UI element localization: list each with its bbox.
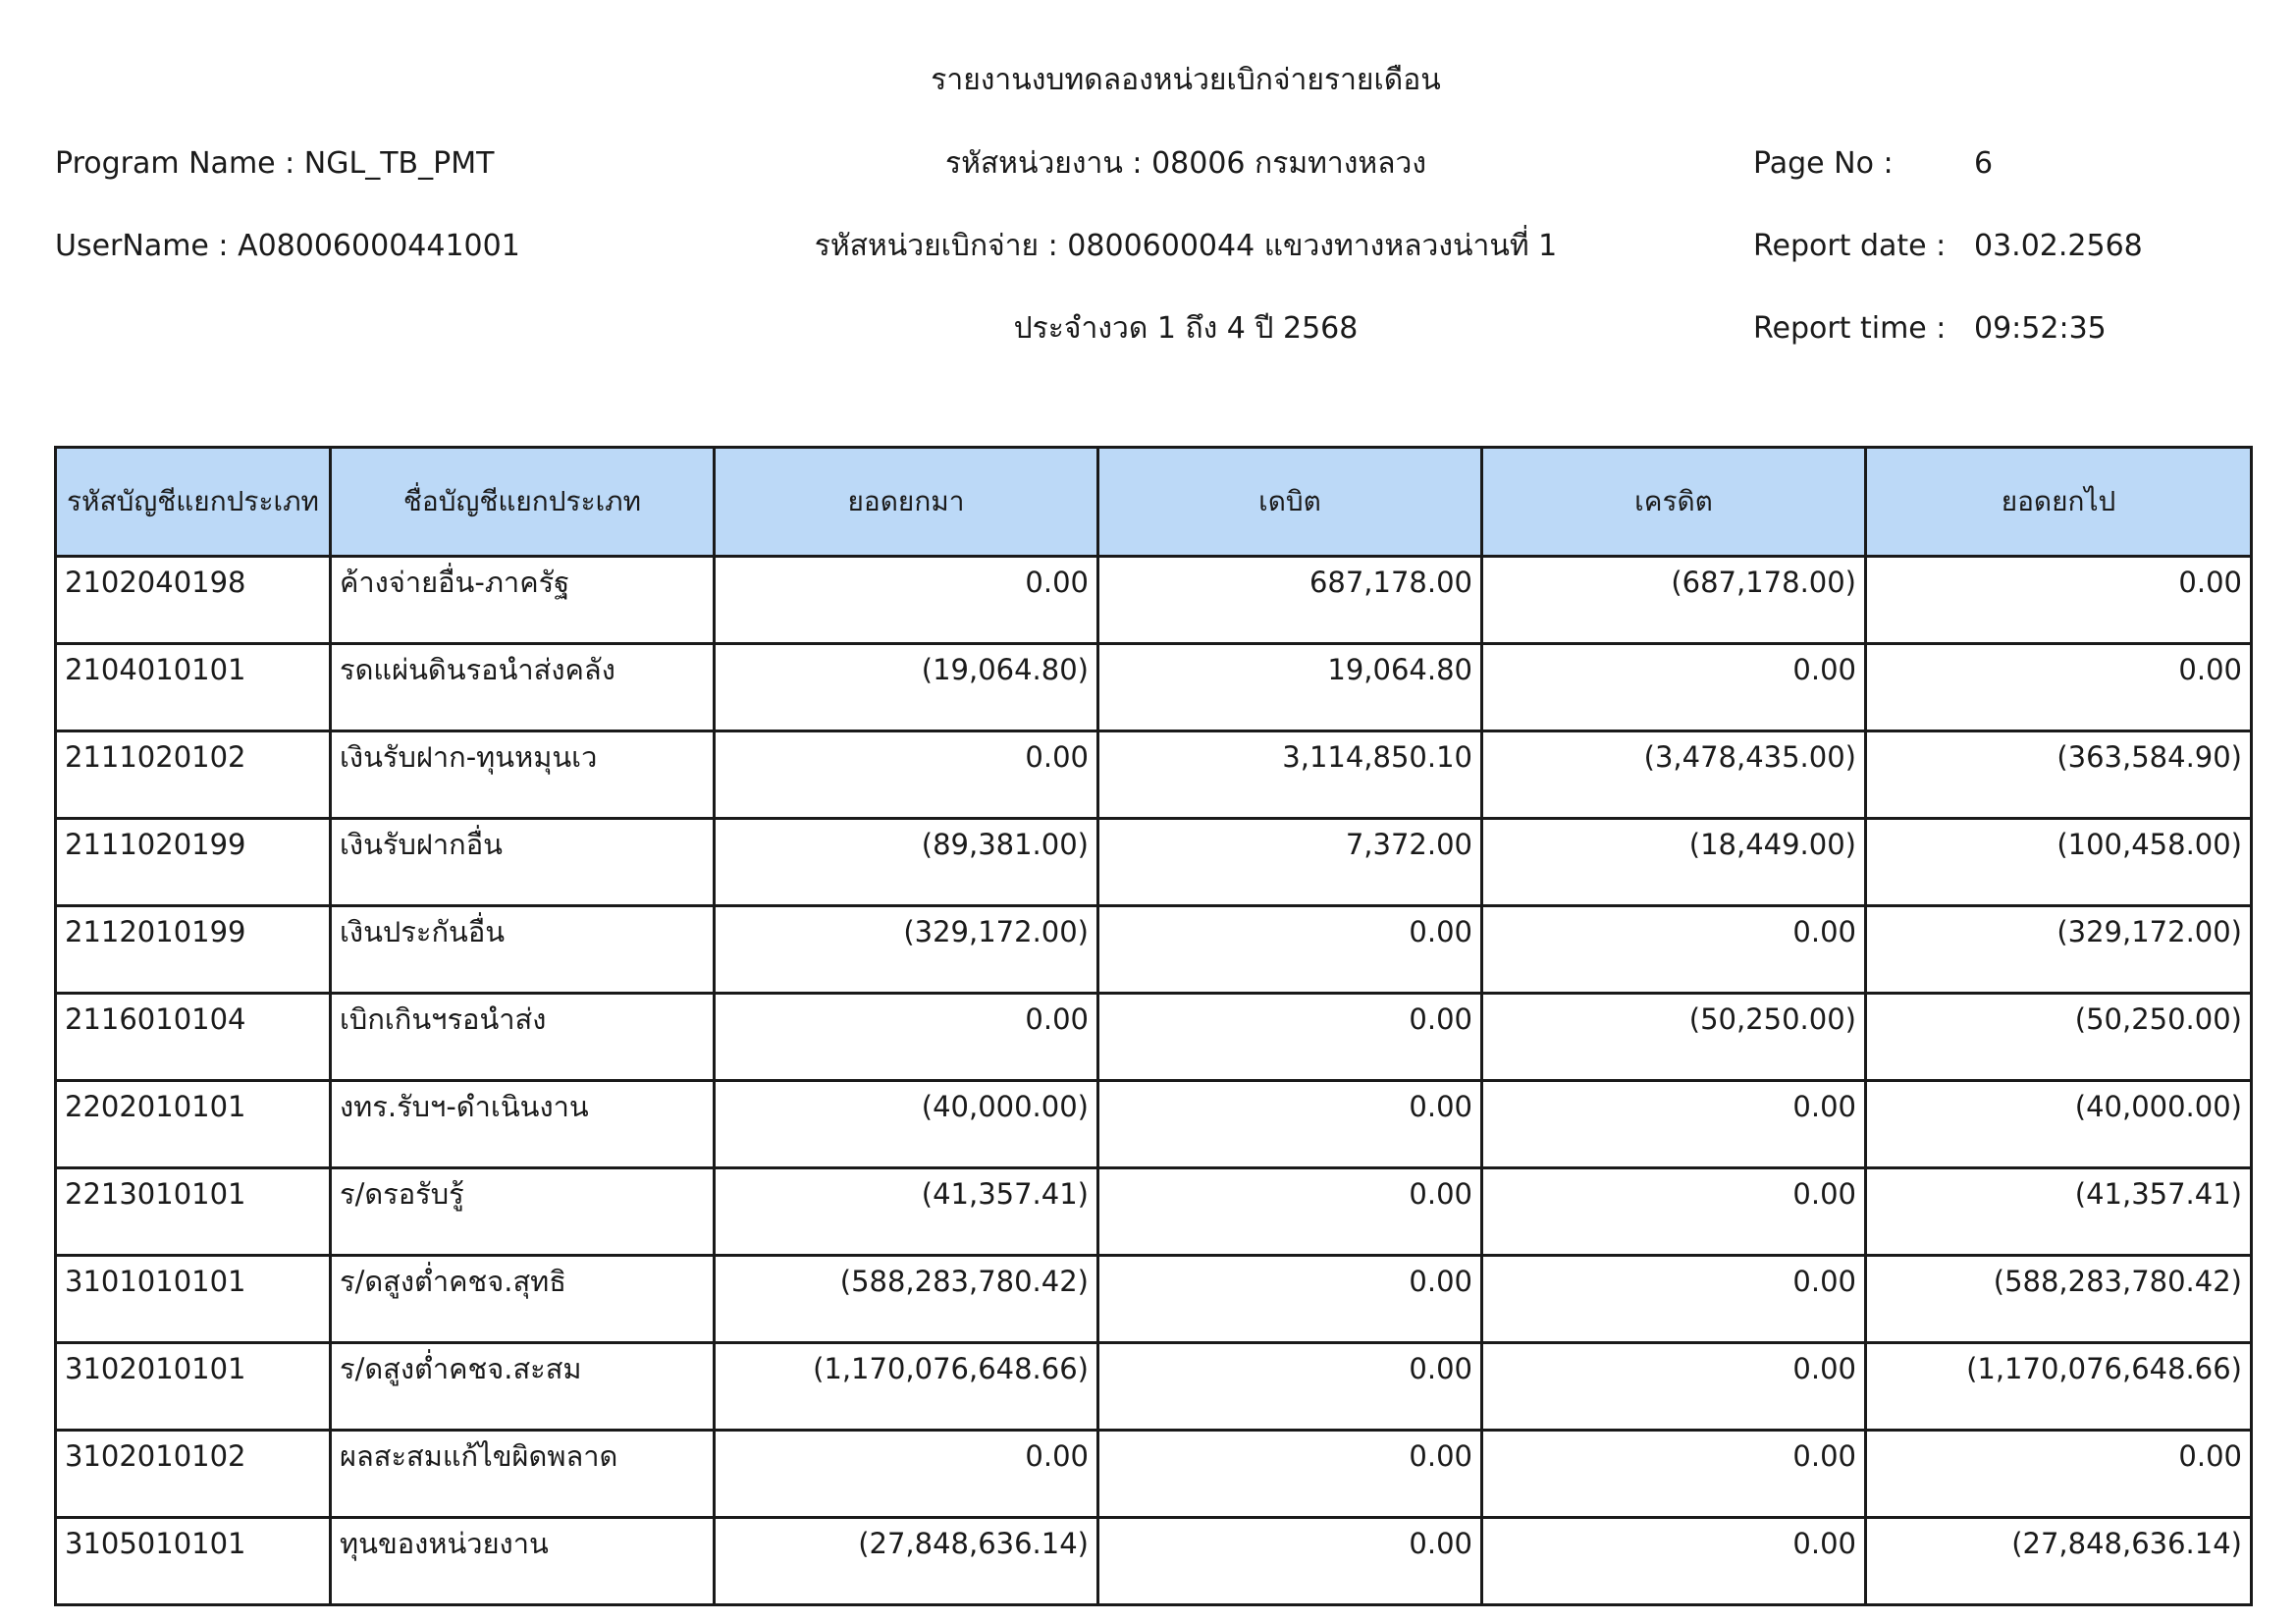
account-name: เบิกเกินฯรอนำส่ง: [331, 994, 715, 1081]
table-row: [56, 1256, 2252, 1343]
credit-amount: 0.00: [1482, 1518, 1866, 1605]
credit-amount: (18,449.00): [1482, 819, 1866, 906]
trial-balance-table: [54, 446, 2253, 1606]
table-header-row: [56, 448, 2252, 557]
header-debit: เดบิต: [1098, 448, 1482, 557]
report-date-label: Report date :: [1753, 229, 1947, 263]
report-time-label: Report time :: [1753, 311, 1947, 346]
program-name: Program Name : NGL_TB_PMT: [55, 146, 495, 181]
header-account-code: รหัสบัญชีแยกประเภท: [56, 448, 331, 557]
credit-amount: 0.00: [1482, 1256, 1866, 1343]
account-name: รดแผ่นดินรอนำส่งคลัง: [331, 644, 715, 731]
table-row: [56, 906, 2252, 994]
page-no-label: Page No :: [1753, 146, 1894, 181]
debit-amount: 0.00: [1098, 1168, 1482, 1256]
report-title: รายงานงบทดลองหน่วยเบิกจ่ายรายเดือน: [931, 63, 1441, 97]
opening-balance: (40,000.00): [715, 1081, 1098, 1168]
table-row: [56, 1168, 2252, 1256]
table-row: [56, 557, 2252, 644]
opening-balance: (27,848,636.14): [715, 1518, 1098, 1605]
account-code: 3105010101: [56, 1518, 331, 1605]
credit-amount: 0.00: [1482, 644, 1866, 731]
opening-balance: 0.00: [715, 994, 1098, 1081]
account-code: 3102010101: [56, 1343, 331, 1431]
debit-amount: 0.00: [1098, 994, 1482, 1081]
credit-amount: 0.00: [1482, 1081, 1866, 1168]
debit-amount: 3,114,850.10: [1098, 731, 1482, 819]
header-credit: เครดิต: [1482, 448, 1866, 557]
account-code: 2202010101: [56, 1081, 331, 1168]
closing-balance: (1,170,076,648.66): [1866, 1343, 2252, 1431]
account-name: ร/ดรอรับรู้: [331, 1168, 715, 1256]
debit-amount: 0.00: [1098, 1081, 1482, 1168]
closing-balance: (41,357.41): [1866, 1168, 2252, 1256]
account-name: เงินประกันอื่น: [331, 906, 715, 994]
credit-amount: 0.00: [1482, 1431, 1866, 1518]
credit-amount: 0.00: [1482, 1343, 1866, 1431]
table-row: [56, 819, 2252, 906]
account-code: 2213010101: [56, 1168, 331, 1256]
opening-balance: 0.00: [715, 557, 1098, 644]
debit-amount: 0.00: [1098, 906, 1482, 994]
account-name: งทร.รับฯ-ดำเนินงาน: [331, 1081, 715, 1168]
table-row: [56, 731, 2252, 819]
table-row: [56, 1518, 2252, 1605]
page-no-value: 6: [1974, 146, 1994, 181]
table-row: [56, 1431, 2252, 1518]
debit-amount: 0.00: [1098, 1343, 1482, 1431]
credit-amount: (3,478,435.00): [1482, 731, 1866, 819]
account-code: 2104010101: [56, 644, 331, 731]
closing-balance: (588,283,780.42): [1866, 1256, 2252, 1343]
debit-amount: 687,178.00: [1098, 557, 1482, 644]
opening-balance: (588,283,780.42): [715, 1256, 1098, 1343]
opening-balance: (19,064.80): [715, 644, 1098, 731]
closing-balance: (40,000.00): [1866, 1081, 2252, 1168]
credit-amount: 0.00: [1482, 906, 1866, 994]
table-row: [56, 644, 2252, 731]
closing-balance: (363,584.90): [1866, 731, 2252, 819]
account-code: 2111020102: [56, 731, 331, 819]
report-period: ประจำงวด 1 ถึง 4 ปี 2568: [1013, 311, 1359, 346]
opening-balance: (329,172.00): [715, 906, 1098, 994]
account-name: ร/ดสูงต่ำคชจ.สุทธิ: [331, 1256, 715, 1343]
closing-balance: (27,848,636.14): [1866, 1518, 2252, 1605]
credit-amount: (687,178.00): [1482, 557, 1866, 644]
account-code: 2102040198: [56, 557, 331, 644]
account-code: 3101010101: [56, 1256, 331, 1343]
account-name: เงินรับฝากอื่น: [331, 819, 715, 906]
disbursement-unit: รหัสหน่วยเบิกจ่าย : 0800600044 แขวงทางหลวงน่านที่ 1: [814, 229, 1558, 263]
account-name: ทุนของหน่วยงาน: [331, 1518, 715, 1605]
debit-amount: 0.00: [1098, 1518, 1482, 1605]
account-code: 2111020199: [56, 819, 331, 906]
agency-code: รหัสหน่วยงาน : 08006 กรมทางหลวง: [944, 146, 1427, 181]
account-code: 2112010199: [56, 906, 331, 994]
account-code: 3102010102: [56, 1431, 331, 1518]
closing-balance: 0.00: [1866, 644, 2252, 731]
opening-balance: (89,381.00): [715, 819, 1098, 906]
table-row: [56, 994, 2252, 1081]
header-closing-balance: ยอดยกไป: [1866, 448, 2252, 557]
closing-balance: 0.00: [1866, 1431, 2252, 1518]
account-name: เงินรับฝาก-ทุนหมุนเว: [331, 731, 715, 819]
closing-balance: 0.00: [1866, 557, 2252, 644]
header-opening-balance: ยอดยกมา: [715, 448, 1098, 557]
debit-amount: 0.00: [1098, 1431, 1482, 1518]
account-name: ผลสะสมแก้ไขผิดพลาด: [331, 1431, 715, 1518]
debit-amount: 19,064.80: [1098, 644, 1482, 731]
account-name: ค้างจ่ายอื่น-ภาครัฐ: [331, 557, 715, 644]
report-date-value: 03.02.2568: [1974, 229, 2143, 263]
opening-balance: 0.00: [715, 1431, 1098, 1518]
username: UserName : A08006000441001: [55, 229, 520, 263]
closing-balance: (329,172.00): [1866, 906, 2252, 994]
opening-balance: (1,170,076,648.66): [715, 1343, 1098, 1431]
closing-balance: (100,458.00): [1866, 819, 2252, 906]
opening-balance: 0.00: [715, 731, 1098, 819]
table-row: [56, 1343, 2252, 1431]
header-account-name: ชื่อบัญชีแยกประเภท: [331, 448, 715, 557]
opening-balance: (41,357.41): [715, 1168, 1098, 1256]
account-name: ร/ดสูงต่ำคชจ.สะสม: [331, 1343, 715, 1431]
table-row: [56, 1081, 2252, 1168]
report-time-value: 09:52:35: [1974, 311, 2107, 346]
credit-amount: 0.00: [1482, 1168, 1866, 1256]
credit-amount: (50,250.00): [1482, 994, 1866, 1081]
account-code: 2116010104: [56, 994, 331, 1081]
debit-amount: 7,372.00: [1098, 819, 1482, 906]
closing-balance: (50,250.00): [1866, 994, 2252, 1081]
debit-amount: 0.00: [1098, 1256, 1482, 1343]
